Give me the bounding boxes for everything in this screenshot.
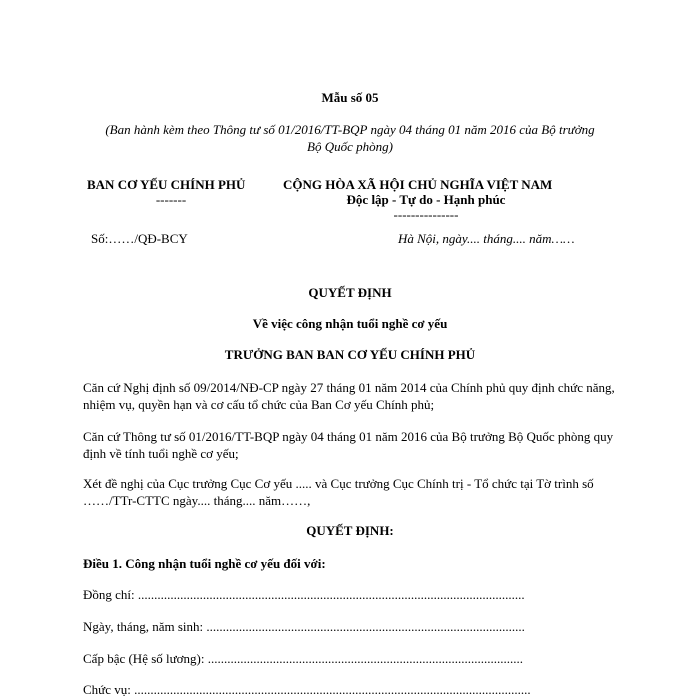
place-date: Hà Nội, ngày.... tháng.... năm…… <box>398 231 575 246</box>
article-1: Điều 1. Công nhận tuổi nghề cơ yếu đối với: <box>83 556 326 571</box>
country-name: CỘNG HÒA XÃ HỘI CHỦ NGHĨA VIỆT NAM <box>283 177 553 192</box>
issuing-authority: TRƯỞNG BAN BAN CƠ YẾU CHÍNH PHỦ <box>224 347 476 362</box>
document-number: Số:……/QĐ-BCY <box>91 231 188 246</box>
field-rank-salary: Cấp bậc (Hệ số lương): ................................................................................................. <box>83 651 524 666</box>
agency-rule: ------- <box>155 192 187 207</box>
document-subject: Về việc công nhận tuổi nghề cơ yếu <box>252 316 448 331</box>
agency-name: BAN CƠ YẾU CHÍNH PHỦ <box>87 177 246 192</box>
field-comrade: Đồng chí: ....................................................................................................................... <box>83 587 525 602</box>
decision-heading: QUYẾT ĐỊNH: <box>306 523 394 538</box>
form-number: Mẫu số 05 <box>321 90 379 105</box>
basis-paragraph: Xét đề nghị của Cục trưởng Cục Cơ yếu ..... và Cục trưởng Cục Chính trị - Tổ chức tại Tờ trình số ……/TTr-CTTC ngày.... tháng.... năm……, <box>83 476 594 508</box>
basis-paragraph: Căn cứ Thông tư số 01/2016/TT-BQP ngày 04 tháng 01 năm 2016 của Bộ trưởng Bộ Quốc phòng quy định về tính tuổi nghề cơ yếu; <box>83 429 614 461</box>
field-birth-date: Ngày, tháng, năm sinh: .................................................................................................. <box>83 619 525 634</box>
issued-note-line1: (Ban hành kèm theo Thông tư số 01/2016/TT-BQP ngày 04 tháng 01 năm 2016 của Bộ trưởng <box>105 122 595 137</box>
document-title: QUYẾT ĐỊNH <box>308 285 392 300</box>
issued-note-line2: Bộ Quốc phòng) <box>307 139 393 154</box>
motto: Độc lập - Tự do - Hạnh phúc <box>346 192 506 207</box>
basis-paragraph: Căn cứ Nghị định số 09/2014/NĐ-CP ngày 27 tháng 01 năm 2014 của Chính phủ quy định chức năng, nhiệm vụ, quyền hạn và cơ cấu tổ chức của Ban Cơ yếu Chính phủ; <box>83 380 615 412</box>
field-position: Chức vụ: .......................................................................................................................... <box>83 682 531 697</box>
motto-rule: --------------- <box>393 207 459 222</box>
